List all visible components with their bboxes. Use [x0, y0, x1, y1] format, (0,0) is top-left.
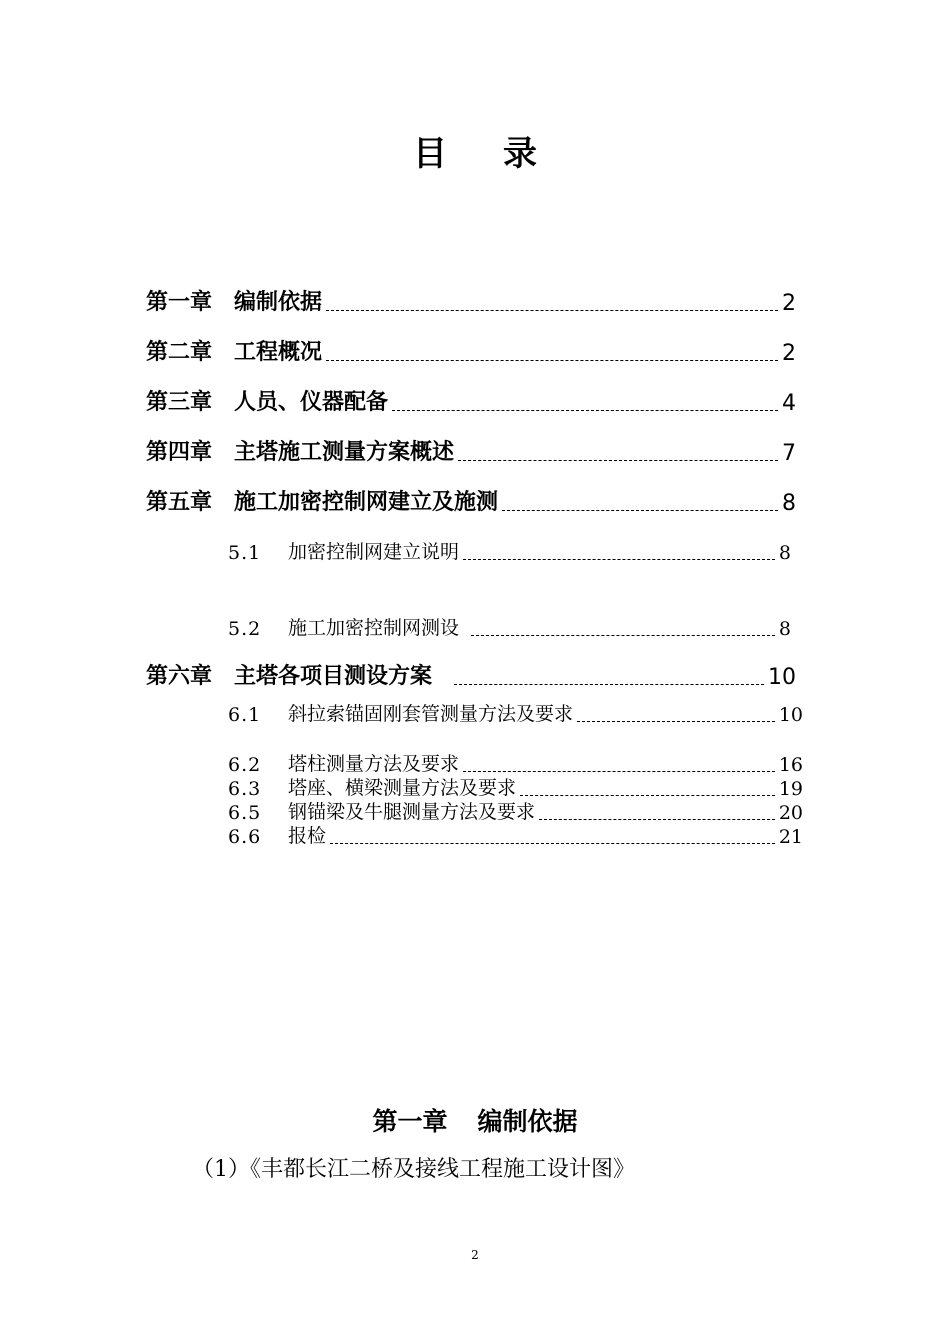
toc-entry-label: 编制依据 — [234, 290, 323, 315]
toc-entry-page: 8 — [782, 491, 796, 516]
toc-entry-label: 施工加密控制网建立及施测 — [234, 490, 499, 515]
toc-leader-dots — [458, 460, 778, 461]
toc-leader-dots — [502, 510, 778, 511]
toc-entry[interactable] — [146, 658, 796, 690]
toc-leader-dots — [454, 684, 764, 685]
toc-entry[interactable] — [146, 384, 796, 416]
toc-entry-number: 第三章 — [146, 390, 213, 415]
toc-entry-number: 6.2 — [228, 754, 262, 776]
toc-entry-number: 6.5 — [228, 802, 262, 824]
toc-entry-page: 20 — [778, 802, 803, 824]
toc-leader-dots — [471, 635, 775, 636]
toc-entry[interactable] — [146, 484, 796, 516]
toc-entry-page: 2 — [782, 291, 796, 316]
toc-leader-dots — [326, 310, 778, 311]
toc-leader-dots — [463, 559, 775, 560]
toc-entry-page: 7 — [782, 441, 796, 466]
toc-entry[interactable] — [146, 334, 796, 366]
toc-entry-label: 主塔各项目测设方案 — [234, 664, 433, 689]
toc-leader-dots — [392, 410, 778, 411]
toc-entry[interactable] — [228, 612, 791, 640]
toc-entry[interactable] — [228, 820, 803, 848]
toc-entry-number: 第五章 — [146, 490, 213, 515]
basis-item: （1）《丰都长江二桥及接线工程施工设计图》 — [192, 1157, 635, 1182]
toc-entry-label: 钢锚梁及牛腿测量方法及要求 — [288, 801, 536, 823]
toc-entry-page: 21 — [778, 826, 803, 848]
toc-entry-page: 10 — [768, 665, 796, 690]
toc-leader-dots — [326, 360, 778, 361]
toc-entry-label: 施工加密控制网测设 — [288, 617, 460, 639]
toc-entry-page: 8 — [778, 542, 791, 564]
toc-entry-page: 4 — [782, 391, 796, 416]
toc-entry[interactable] — [146, 284, 796, 316]
toc-entry-label: 斜拉索锚固刚套管测量方法及要求 — [288, 703, 574, 725]
toc-entry[interactable] — [228, 536, 791, 564]
page-number: 2 — [471, 1248, 479, 1262]
toc-leader-dots — [330, 843, 775, 844]
toc-entry-label: 塔座、横梁测量方法及要求 — [288, 777, 517, 799]
toc-entry-number: 第六章 — [146, 664, 213, 689]
chapter-heading — [0, 1102, 950, 1138]
toc-entry-label: 工程概况 — [234, 340, 323, 365]
chapter-heading-number: 第一章 — [372, 1107, 448, 1136]
toc-entry-number: 6.3 — [228, 778, 262, 800]
toc-leader-dots — [577, 721, 775, 722]
toc-entry-page: 16 — [778, 754, 803, 776]
toc-title: 目录 — [413, 134, 593, 174]
toc-entry-label: 人员、仪器配备 — [234, 390, 389, 415]
toc-entry-number: 第二章 — [146, 340, 213, 365]
toc-entry-number: 第四章 — [146, 440, 213, 465]
toc-entry[interactable] — [228, 698, 803, 726]
toc-entry-page: 2 — [782, 341, 796, 366]
toc-entry-label: 加密控制网建立说明 — [288, 541, 460, 563]
toc-entry-page: 10 — [778, 704, 803, 726]
toc-entry-number: 第一章 — [146, 290, 213, 315]
toc-entry-page: 8 — [778, 618, 791, 640]
toc-entry-number: 5.2 — [228, 618, 262, 640]
toc-entry-page: 19 — [778, 778, 803, 800]
toc-entry-label: 报检 — [288, 825, 327, 847]
chapter-heading-title: 编制依据 — [477, 1107, 578, 1136]
toc-entry-number: 6.1 — [228, 704, 262, 726]
toc-entry-number: 5.1 — [228, 542, 262, 564]
toc-entry-label: 主塔施工测量方案概述 — [234, 440, 455, 465]
toc-entry-label: 塔柱测量方法及要求 — [288, 753, 460, 775]
toc-entry-number: 6.6 — [228, 826, 262, 848]
toc-entry[interactable] — [146, 434, 796, 466]
